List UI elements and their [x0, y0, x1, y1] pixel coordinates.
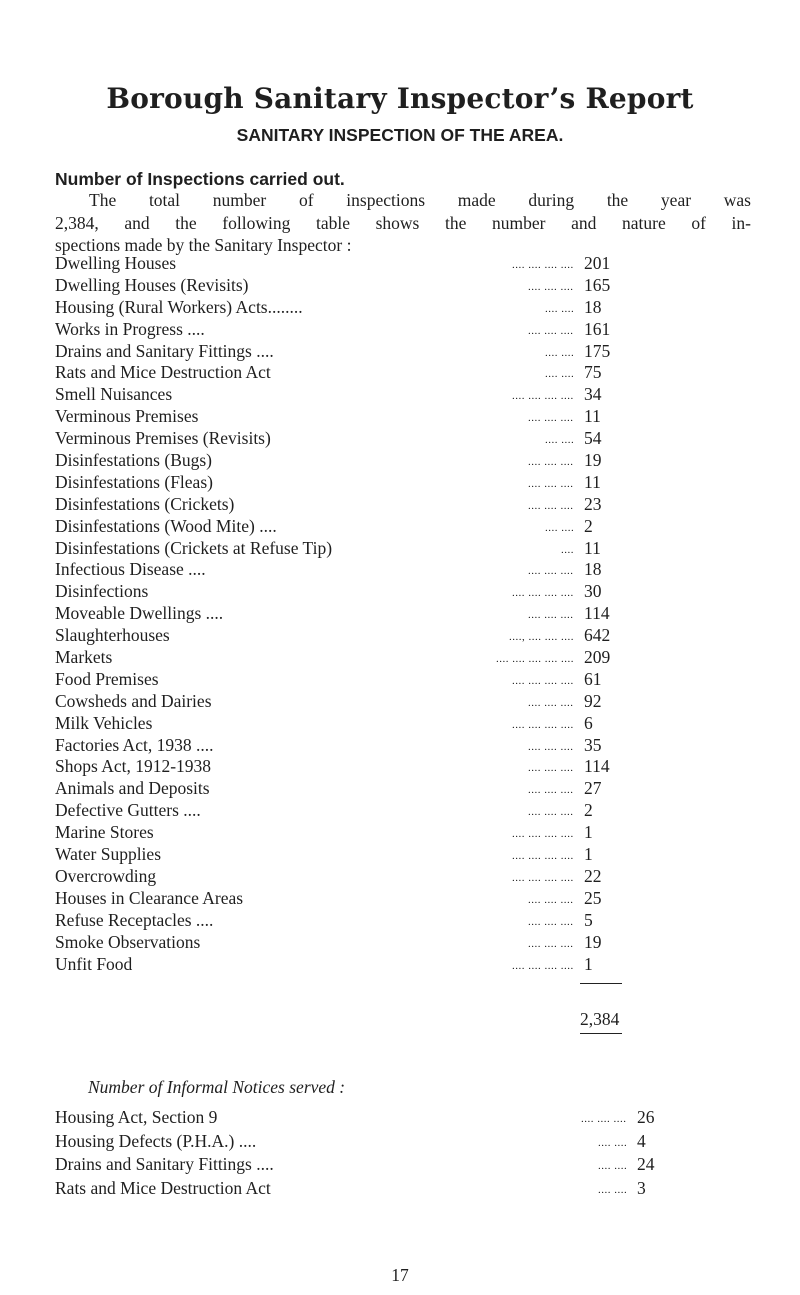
row-leader-dots: .... .... [545, 368, 575, 381]
table-row [55, 800, 645, 822]
row-leader-dots: .... .... .... .... .... [496, 653, 574, 666]
row-label: Verminous Premises (Revisits) [55, 428, 271, 449]
table-row [55, 406, 645, 428]
row-label: Verminous Premises [55, 406, 199, 427]
row-label: Overcrowding [55, 865, 157, 886]
row-leader-dots: .... .... .... [528, 456, 574, 469]
row-leader-dots: .... .... [545, 434, 575, 447]
row-value: 3 [637, 1177, 646, 1198]
row-label: Factories Act, 1938 .... [55, 734, 214, 755]
table-row [55, 428, 645, 450]
row-leader-dots: .... .... [598, 1183, 628, 1196]
row-leader-dots: .... .... .... [528, 762, 574, 775]
row-leader-dots: .... .... [545, 346, 575, 359]
row-value: 30 [584, 581, 602, 602]
row-value: 175 [584, 340, 611, 361]
row-leader-dots: .... .... .... .... [512, 959, 574, 972]
row-value: 11 [584, 471, 601, 492]
row-label: Infectious Disease .... [55, 559, 206, 580]
row-value: 54 [584, 428, 602, 449]
row-leader-dots: .... .... [545, 302, 575, 315]
row-value: 75 [584, 362, 602, 383]
row-label: Dwelling Houses (Revisits) [55, 274, 249, 295]
table-row [55, 1130, 645, 1154]
row-leader-dots: .... .... .... [528, 696, 574, 709]
row-leader-dots: .... .... .... [528, 565, 574, 578]
row-leader-dots: ...., .... .... .... [509, 631, 574, 644]
table-row [55, 778, 645, 800]
row-value: 26 [637, 1107, 655, 1127]
row-leader-dots: .... .... .... .... [512, 871, 574, 884]
table-row [55, 844, 645, 866]
row-label: Drains and Sanitary Fittings .... [55, 340, 274, 361]
row-label: Disinfections [55, 581, 149, 602]
row-leader-dots: .... .... .... [528, 740, 574, 753]
row-label: Houses in Clearance Areas [55, 887, 244, 908]
row-leader-dots: .... .... .... [528, 412, 574, 425]
row-label: Water Supplies [55, 844, 161, 865]
row-label: Smell Nuisances [55, 384, 173, 405]
row-label: Unfit Food [55, 953, 133, 974]
row-value: 18 [584, 296, 602, 317]
table-row [55, 581, 645, 603]
row-leader-dots: .... .... .... .... [512, 674, 574, 687]
row-label: Rats and Mice Destruction Act [55, 1177, 271, 1198]
table-row [55, 297, 645, 319]
row-label: Drains and Sanitary Fittings .... [55, 1154, 274, 1174]
table-row [55, 910, 645, 932]
row-label: Disinfestations (Crickets) [55, 493, 235, 514]
row-value: 201 [584, 253, 611, 273]
row-leader-dots: .... .... .... [528, 280, 574, 293]
row-label: Disinfestations (Crickets at Refuse Tip) [55, 537, 333, 558]
row-label: Smoke Observations [55, 931, 201, 952]
intro-paragraph [55, 189, 751, 257]
row-value: 1 [584, 953, 593, 974]
row-value: 61 [584, 668, 602, 689]
table-row [55, 822, 645, 844]
row-label: Rats and Mice Destruction Act [55, 362, 271, 383]
row-label: Housing Defects (P.H.A.) .... [55, 1130, 257, 1151]
row-label: Disinfestations (Bugs) [55, 450, 213, 471]
row-leader-dots: .... .... .... [581, 1113, 627, 1125]
row-label: Moveable Dwellings .... [55, 603, 224, 624]
row-leader-dots: .... .... .... [528, 893, 574, 906]
row-leader-dots: .... .... .... .... [512, 587, 574, 600]
row-leader-dots: .... .... .... [528, 937, 574, 950]
row-label: Markets [55, 647, 113, 668]
row-leader-dots: .... .... [545, 521, 575, 534]
row-label: Milk Vehicles [55, 712, 153, 733]
table-row [55, 384, 645, 406]
row-label: Refuse Receptacles .... [55, 909, 214, 930]
inspections-total: 2,384 [580, 1009, 620, 1029]
row-label: Shops Act, 1912-1938 [55, 756, 212, 777]
row-label: Works in Progress .... [55, 318, 205, 339]
table-row [55, 603, 645, 625]
row-leader-dots: .... .... .... [528, 806, 574, 819]
table-row [55, 713, 645, 735]
row-leader-dots: .... [561, 543, 574, 556]
row-leader-dots: .... .... .... [528, 609, 574, 622]
row-value: 114 [584, 756, 610, 777]
table-row [55, 450, 645, 472]
row-value: 165 [584, 274, 611, 295]
row-label: Animals and Deposits [55, 778, 210, 799]
row-label: Disinfestations (Fleas) [55, 471, 213, 492]
table-row [55, 559, 645, 581]
row-leader-dots: .... .... .... [528, 915, 574, 928]
row-leader-dots: .... .... [598, 1160, 628, 1172]
table-row [55, 932, 645, 954]
inspections-table [55, 253, 645, 975]
table-row [55, 538, 645, 560]
row-leader-dots: .... .... .... .... [512, 390, 574, 403]
row-label: Dwelling Houses [55, 253, 177, 273]
row-leader-dots: .... .... .... .... [512, 718, 574, 731]
row-leader-dots: .... .... [598, 1136, 628, 1149]
table-row [55, 669, 645, 691]
row-leader-dots: .... .... .... [528, 784, 574, 797]
row-value: 114 [584, 603, 610, 624]
row-leader-dots: .... .... .... .... [512, 259, 574, 271]
report-title: Borough Sanitary Inspector’s Report [106, 82, 694, 115]
notices-heading: Number of Informal Notices served : [88, 1077, 346, 1097]
table-row [55, 1177, 645, 1201]
table-row [55, 1153, 655, 1177]
row-label: Marine Stores [55, 822, 154, 843]
row-value: 2 [584, 515, 593, 536]
row-leader-dots: .... .... .... [528, 477, 574, 490]
row-label: Housing Act, Section 9 [55, 1107, 218, 1127]
row-leader-dots: .... .... .... .... [512, 850, 574, 863]
row-value: 209 [584, 647, 611, 668]
section-heading: Number of Inspections carried out. [55, 169, 345, 189]
table-row [55, 756, 645, 778]
row-value: 1 [584, 822, 593, 843]
row-value: 27 [584, 778, 602, 799]
intro-line: The total number of inspections made during the year was [89, 190, 751, 210]
report-subtitle: SANITARY INSPECTION OF THE AREA. [236, 125, 564, 145]
row-value: 1 [584, 844, 593, 865]
row-value: 5 [584, 909, 593, 930]
row-value: 4 [637, 1130, 646, 1151]
row-value: 19 [584, 931, 602, 952]
row-value: 161 [584, 318, 611, 339]
row-value: 92 [584, 690, 602, 711]
row-value: 22 [584, 865, 602, 886]
table-row [55, 647, 645, 669]
table-row [55, 735, 645, 757]
row-leader-dots: .... .... .... [528, 499, 574, 512]
row-value: 6 [584, 712, 593, 733]
row-value: 34 [584, 384, 602, 405]
table-row [55, 866, 645, 888]
notices-table [55, 1106, 655, 1200]
row-value: 2 [584, 800, 593, 821]
row-value: 11 [584, 406, 601, 427]
intro-line: 2,384, and the following table shows the number and nature of in- [55, 212, 751, 233]
row-value: 19 [584, 450, 602, 471]
row-label: Food Premises [55, 668, 159, 689]
row-label: Defective Gutters .... [55, 800, 201, 821]
row-label: Housing (Rural Workers) Acts........ [55, 296, 303, 317]
row-value: 642 [584, 625, 611, 646]
row-label: Cowsheds and Dairies [55, 690, 212, 711]
table-row [55, 691, 645, 713]
table-row [55, 954, 645, 976]
page-number: 17 [391, 1265, 409, 1285]
row-label: Slaughterhouses [55, 625, 170, 646]
table-row [55, 362, 645, 384]
row-value: 23 [584, 493, 602, 514]
row-value: 18 [584, 559, 602, 580]
table-row [55, 494, 645, 516]
row-label: Disinfestations (Wood Mite) .... [55, 515, 277, 536]
table-row [55, 341, 645, 363]
table-row [55, 472, 645, 494]
table-row [55, 275, 645, 297]
row-value: 35 [584, 734, 602, 755]
row-leader-dots: .... .... .... [528, 324, 574, 337]
row-value: 24 [637, 1154, 655, 1174]
table-row [55, 253, 645, 275]
table-row [55, 1106, 655, 1130]
row-leader-dots: .... .... .... .... [512, 828, 574, 841]
table-row [55, 888, 645, 910]
table-row [55, 516, 645, 538]
total-rule-top [580, 983, 622, 984]
row-value: 11 [584, 537, 601, 558]
row-value: 25 [584, 887, 602, 908]
intro-line: spections made by the Sanitary Inspector : [55, 235, 352, 255]
table-row [55, 319, 645, 341]
total-rule-bottom [580, 1033, 622, 1034]
table-row [55, 625, 645, 647]
